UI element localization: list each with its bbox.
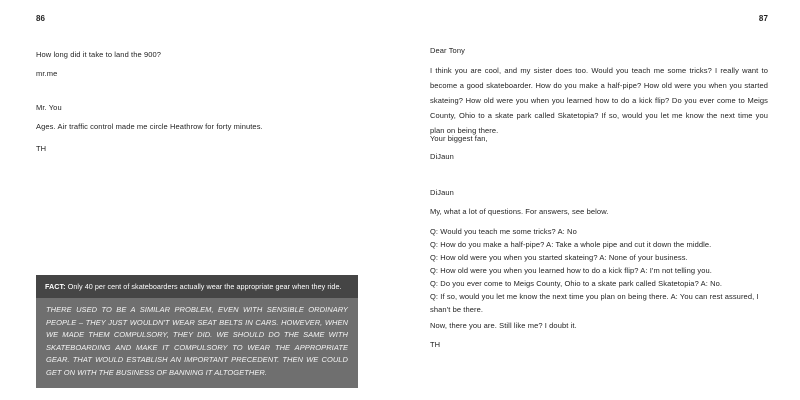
page-87 bbox=[430, 0, 768, 400]
page-86 bbox=[36, 0, 358, 400]
signature-left: TH bbox=[36, 144, 47, 153]
question-line: How long did it take to land the 900? bbox=[36, 50, 162, 59]
answer-line: Ages. Air traffic control made me circle Heathrow for forty minutes. bbox=[36, 122, 263, 131]
reply-intro: My, what a lot of questions. For answers, see below. bbox=[430, 207, 609, 216]
letter-body: I think you are cool, and my sister does too. Would you teach me some tricks? I really want to become a good skateboarder. How do you make a half-pipe? How old were you when you started skateing? How old were you when you learned how to do a kick flip? Do you ever come to Meigs County, Ohio to a skate park called Skatetopia? If so, would you let me know the next time you plan on being there. bbox=[430, 66, 768, 135]
qa-block bbox=[430, 225, 768, 316]
fact-label: FACT: bbox=[45, 282, 66, 291]
responder-name: Mr. You bbox=[36, 103, 62, 112]
letter-closing: Your biggest fan, bbox=[430, 134, 488, 143]
page-number-right: 87 bbox=[758, 14, 768, 23]
fact-bar bbox=[36, 275, 358, 298]
qa-line: Q: Would you teach me some tricks? A: No bbox=[430, 227, 577, 236]
qa-line: Q: Do you ever come to Meigs County, Ohio to a skate park called Skatetopia? A: No. bbox=[430, 279, 723, 288]
fact-quote: THERE USED TO BE A SIMILAR PROBLEM, EVEN WITH SENSIBLE ORDINARY PEOPLE – THEY JUST WOULDN'T WEAR SEAT BELTS IN CARS. HOWEVER, WHEN WE MADE THEM COMPULSORY, THEY DID. WE SHOULD DO THE SAME WITH SKATEBOARDING AND MAKE IT COMPULSORY TO WEAR THE APPROPRIATE GEAR. THAT WOULD ESTABLISH AN IMPORTANT PRECEDENT. THEN WE COULD GET ON WITH THE BUSINESS OF BANNING IT ALTOGETHER. bbox=[36, 298, 358, 388]
fact-box bbox=[36, 275, 358, 388]
qa-line: Q: How old were you when you learned how to do a kick flip? A: I'm not telling you. bbox=[430, 266, 712, 275]
fan-name: DiJaun bbox=[430, 152, 454, 161]
qa-line: Q: How do you make a half-pipe? A: Take a whole pipe and cut it down the middle. bbox=[430, 240, 712, 249]
letter-salutation: Dear Tony bbox=[430, 46, 465, 55]
qa-line: Q: How old were you when you started skateing? A: None of your business. bbox=[430, 253, 688, 262]
page-number-left: 86 bbox=[36, 14, 46, 23]
qa-line: Q: If so, would you let me know the next time you plan on being there. A: You can rest assured, I shan't be there. bbox=[430, 292, 759, 314]
reply-salutation: DiJaun bbox=[430, 188, 454, 197]
fact-text: Only 40 per cent of skateboarders actually wear the appropriate gear when they ride. bbox=[67, 282, 342, 291]
reply-outro: Now, there you are. Still like me? I doubt it. bbox=[430, 321, 577, 330]
signature-right: TH bbox=[430, 340, 441, 349]
asker-name: mr.me bbox=[36, 69, 58, 78]
